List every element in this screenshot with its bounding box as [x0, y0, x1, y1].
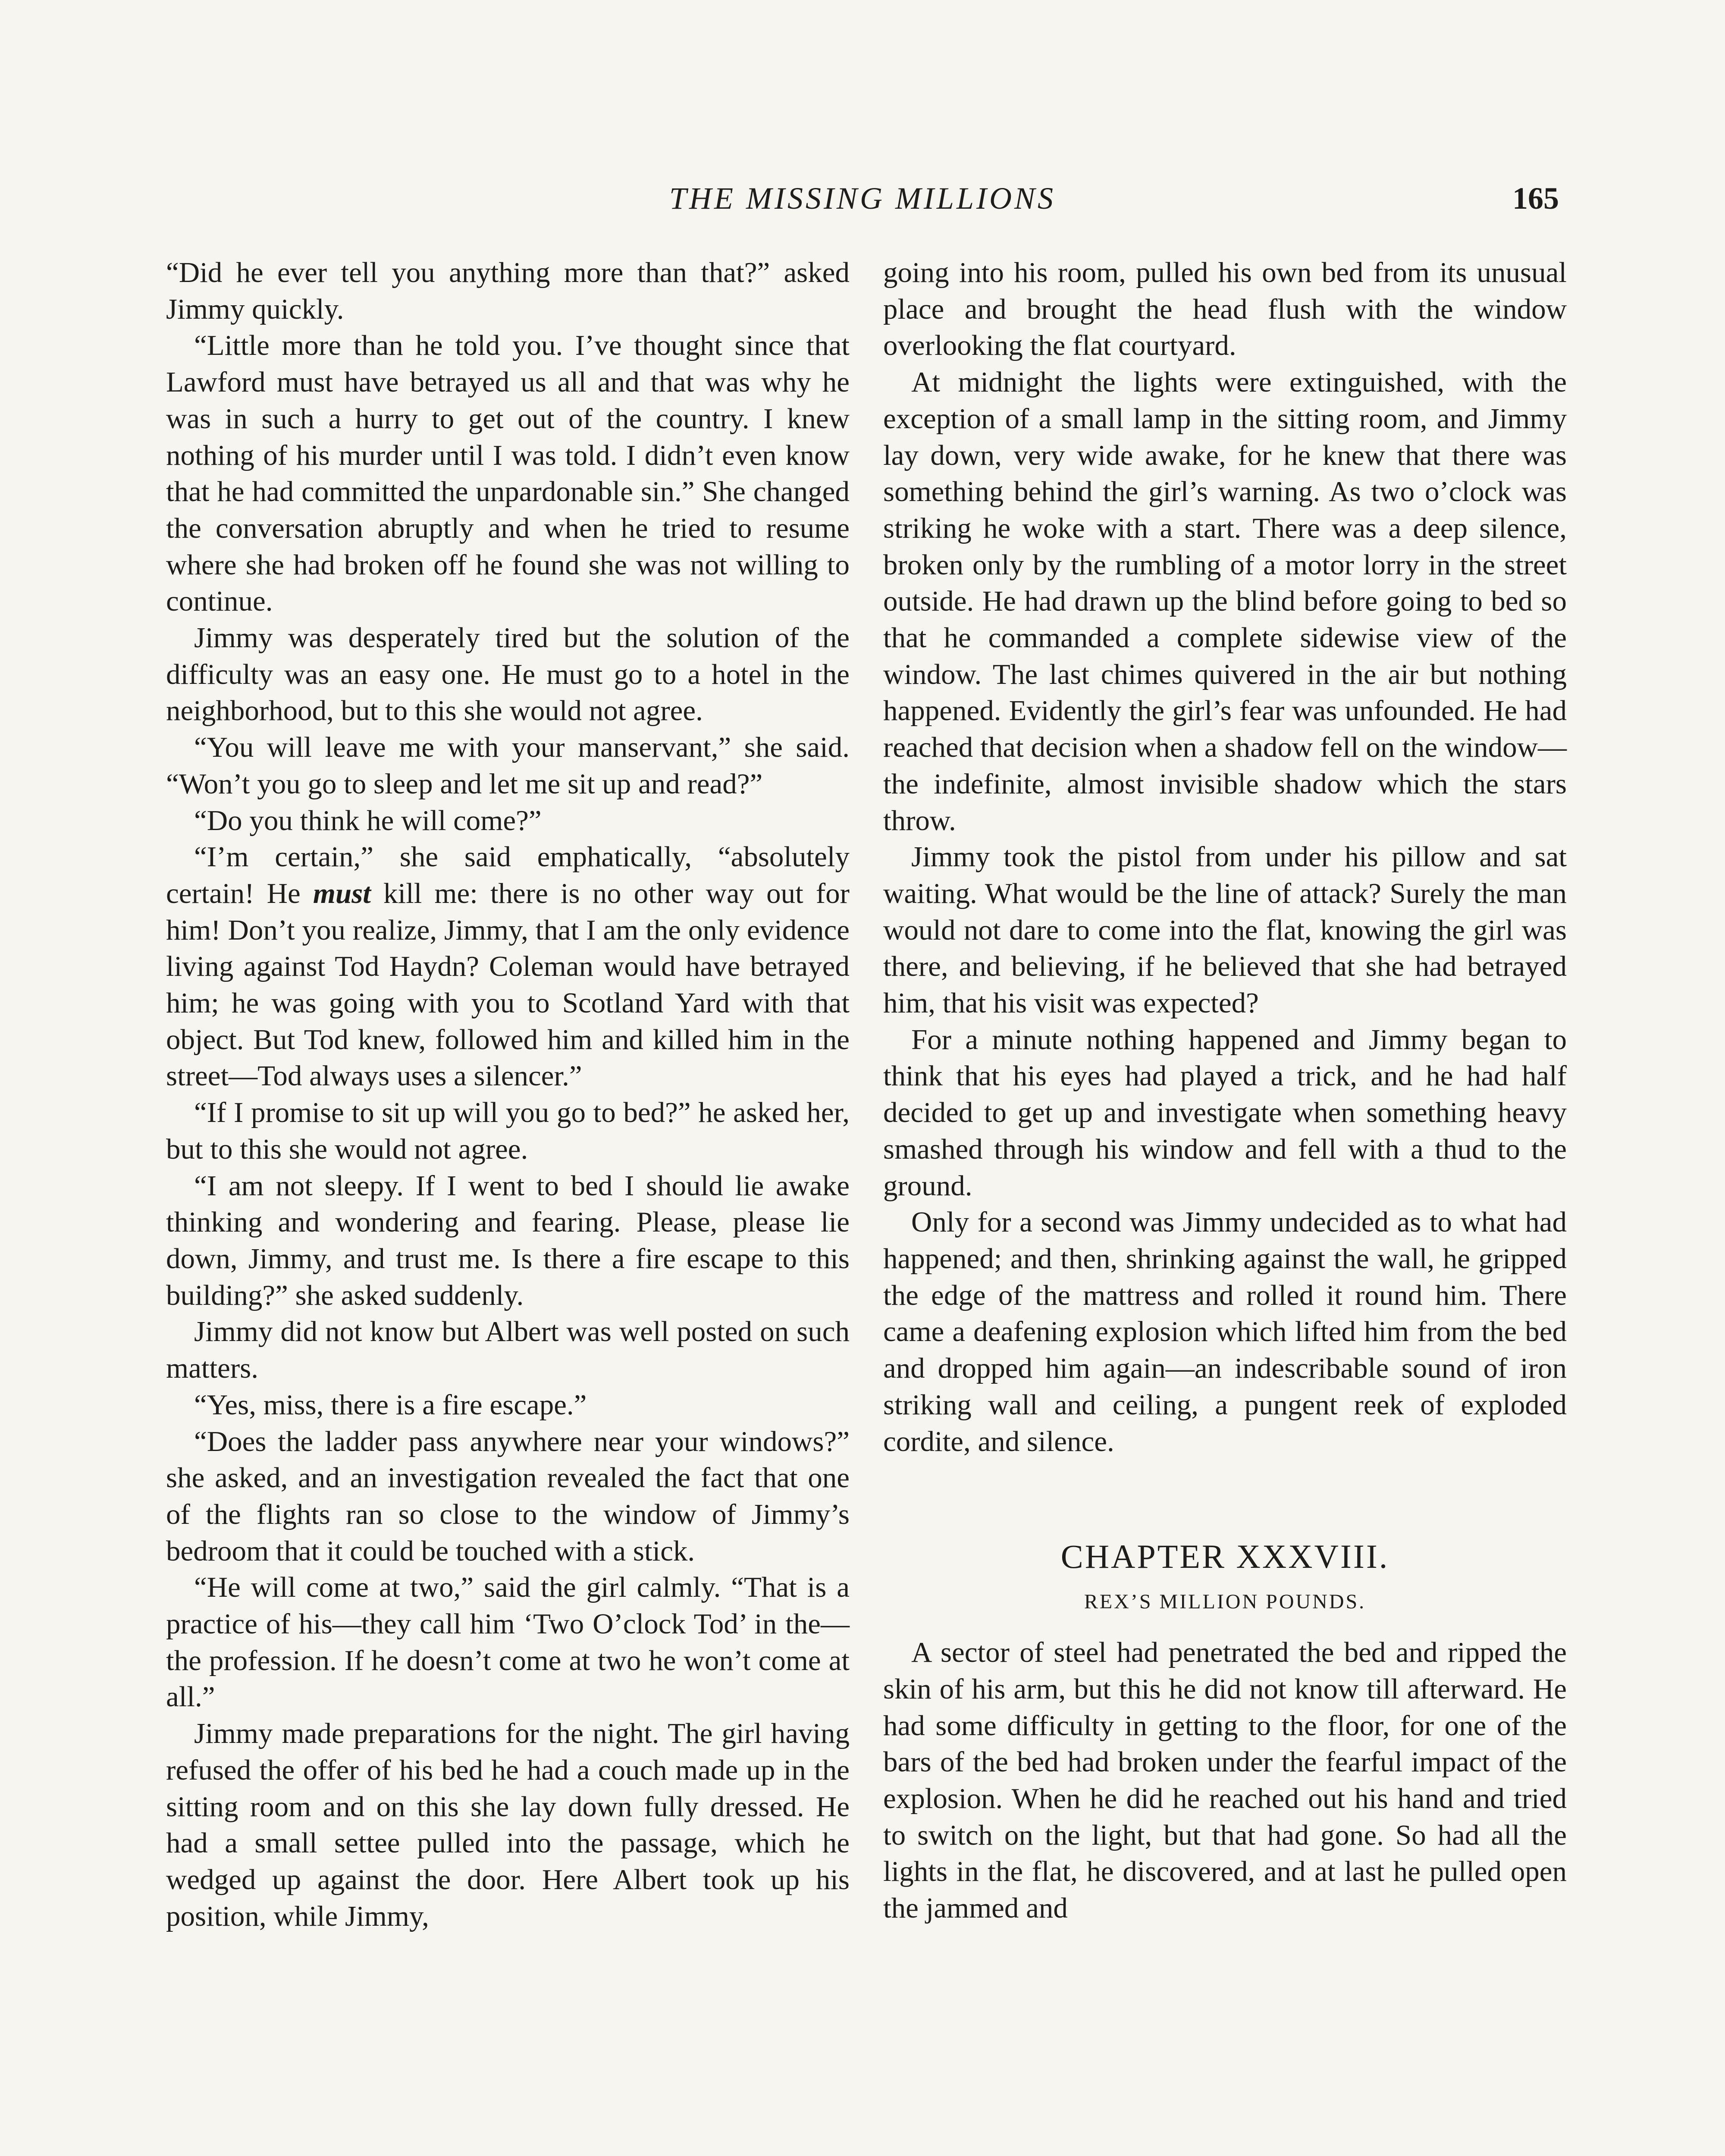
chapter-heading [883, 1535, 1567, 1617]
running-head [166, 177, 1559, 220]
paragraph: “He will come at two,” said the girl calmly. “That is a practice of his—they call him ‘Two O’clock Tod’ in the—the profession. If he doesn’t come at two he won’t come at all.” [166, 1571, 850, 1713]
paragraph: “You will leave me with your manservant,” she said. “Won’t you go to sleep and let me sit up and read?” [166, 731, 850, 800]
paragraph: “If I promise to sit up will you go to bed?” he asked her, but to this she would not agree. [166, 1097, 850, 1165]
paragraph: Jimmy made preparations for the night. The girl having refused the offer of his bed he had a couch made up in the sitting room and on this she lay down fully dressed. He had a small settee pulled into the passage, which he wedged up against the door. Here Albert took up his position, while Jimmy, [166, 1717, 850, 1932]
paragraph: “Do you think he will come?” [194, 804, 542, 837]
paragraph-certain [166, 839, 850, 1094]
paragraph: “Little more than he told you. I’ve thought since that Lawford must have betrayed us all and that was why he was in such a hurry to get out of the country. I knew nothing of his murder until I was told. I didn’t even know that he had committed the unpardonable sin.” She changed the conversation abruptly and when he tried to resume where she had broken off he found she was not willing to continue. [166, 329, 850, 617]
certain-text-after: kill me: there is no other way out for him! Don’t you realize, Jimmy, that I am the only evidence living against Tod Haydn? Coleman would have betrayed him; he was going with you to Scotland Yard with that object. But Tod knew, followed him and killed him in the street—Tod always uses a silencer.” [166, 877, 850, 1092]
paragraph: At midnight the lights were extinguished, with the exception of a small lamp in the sitting room, and Jimmy lay down, very wide awake, for he knew that there was something behind the girl’s warning. As two o’clock was striking he woke with a start. There was a deep silence, broken only by the rumbling of a motor lorry in the street outside. He had drawn up the blind before going to bed so that he commanded a complete sidewise view of the window. The last chimes quivered in the air but nothing happened. Evidently the girl’s fear was unfounded. He had reached that decision when a shadow fell on the window—the indefinite, almost invisible shadow which the stars throw. [883, 366, 1567, 837]
paragraph: “I am not sleepy. If I went to bed I should lie awake thinking and wondering and fearing. Please, please lie down, Jimmy, and trust me. Is there a fire escape to this building?” she asked suddenly. [166, 1169, 850, 1311]
right-column [883, 254, 1567, 1927]
emphasis-must: must [313, 877, 371, 909]
paragraph: Jimmy was desperately tired but the solution of the difficulty was an easy one. He must go to a hotel in the neighborhood, but to this she would not agree. [166, 622, 850, 727]
paragraph: “Did he ever tell you anything more than that?” asked Jimmy quickly. [166, 257, 850, 325]
paragraph: “Does the ladder pass anywhere near your windows?” she asked, and an investigation revealed the fact that one of the flights ran so close to the window of Jimmy’s bedroom that it could be touched with a stick. [166, 1425, 850, 1567]
paragraph: A sector of steel had penetrated the bed and ripped the skin of his arm, but this he did not know till afterward. He had some difficulty in getting to the floor, for one of the bars of the bed had broken under the fearful impact of the explosion. When he did he reached out his hand and tried to switch on the light, but that had gone. So had all the lights in the flat, he discovered, and at last he pulled open the jammed and [883, 1636, 1567, 1924]
paragraph: Jimmy took the pistol from under his pillow and sat waiting. What would be the line of attack? Surely the man would not dare to come into the flat, knowing the girl was there, and believing, if he believed that she had betrayed him, that his visit was expected? [883, 841, 1567, 1019]
left-column [166, 254, 850, 1934]
paragraph: going into his room, pulled his own bed from its unusual place and brought the head flush with the window overlooking the flat courtyard. [883, 257, 1567, 362]
certain-text-before: “I’m certain,” she said emphatically, “absolutely certain! He [166, 841, 850, 909]
paragraph: “Yes, miss, there is a fire escape.” [194, 1388, 587, 1421]
paragraph: For a minute nothing happened and Jimmy began to think that his eyes had played a trick, and he had half decided to get up and investigate when something heavy smashed through his window and fell with a thud to the ground. [883, 1023, 1567, 1202]
page-number: 165 [1512, 181, 1559, 216]
chapter-title: CHAPTER XXXVIII. [1060, 1538, 1389, 1576]
chapter-subtitle: REX’S MILLION POUNDS. [1084, 1590, 1366, 1614]
paragraph: Only for a second was Jimmy undecided as to what had happened; and then, shrinking against the wall, he gripped the edge of the mattress and rolled it round him. There came a deafening explosion which lifted him from the bed and dropped him again—an indescribable sound of iron striking wall and ceiling, a pungent reek of exploded cordite, and silence. [883, 1206, 1567, 1457]
paragraph: Jimmy did not know but Albert was well posted on such matters. [166, 1316, 850, 1385]
running-title: THE MISSING MILLIONS [669, 181, 1056, 216]
